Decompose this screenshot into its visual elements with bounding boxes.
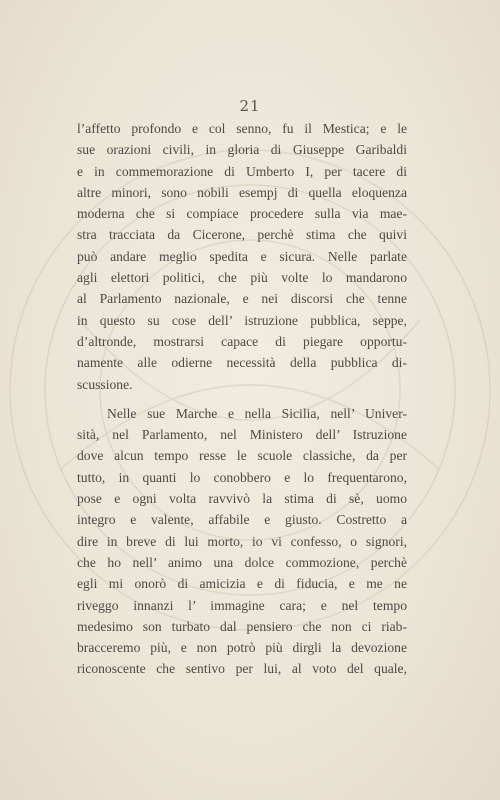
text-line: riveggo innanzi l’ immagine cara; e nel tempo	[77, 597, 407, 613]
text-line: riconoscente che sentivo per lui, al voto del quale,	[77, 661, 407, 677]
text-line: integro e valente, affabile e giusto. Costretto a	[77, 512, 407, 528]
text-line: moderna che si compiace procedere sulla via mae-	[77, 206, 407, 222]
text-line: in questo su cose dell’ istruzione pubblica, seppe,	[77, 312, 407, 328]
text-line: pose e ogni volta ravvivò la stima di sè, uomo	[77, 491, 407, 507]
paragraph-gap	[77, 395, 407, 403]
paragraph-2	[77, 403, 407, 680]
text-line: sità, nel Parlamento, nel Ministero dell’ Istruzione	[77, 427, 407, 443]
text-line: Nelle sue Marche e nella Sicilia, nell’ Univer-	[107, 405, 407, 421]
text-line: al Parlamento nazionale, e nei discorsi che tenne	[77, 291, 407, 307]
text-line: che ho nell’ animo una dolce commozione, perchè	[77, 554, 407, 570]
text-line: può andare meglio spedita e sicura. Nelle parlate	[77, 248, 407, 264]
text-line: l’affetto profondo e col senno, fu il Mestica; e le	[77, 121, 407, 136]
body-text	[77, 118, 407, 680]
text-line: tutto, in quanti lo conobbero e lo frequentarono,	[77, 469, 407, 485]
text-line: e in commemorazione di Umberto I, per tacere di	[77, 163, 407, 179]
page-number: 21	[239, 97, 261, 115]
text-line: scussione.	[77, 376, 133, 392]
text-line: altre minori, sono nobili esempj di quella eloquenza	[77, 184, 407, 200]
text-line: sue orazioni civili, in gloria di Giuseppe Garibaldi	[77, 142, 407, 158]
text-line: d’altronde, mostrarsi capace di piegare opportu-	[77, 333, 407, 349]
text-line: dove alcun tempo resse le scuole classiche, da per	[77, 448, 407, 464]
text-line: dire in breve di lui morto, io vi confesso, o signori,	[77, 533, 407, 549]
text-line: stra tracciata da Cicerone, perchè stima che quivi	[77, 227, 407, 243]
paragraph-1	[77, 118, 407, 395]
text-line: egli mi onorò di amicizia e di fiducia, e me ne	[77, 576, 407, 592]
text-line: namente alle odierne necessità della pubblica di-	[77, 355, 407, 371]
text-line: medesimo son turbato dal pensiero che non ci riab-	[77, 618, 407, 634]
text-line: agli elettori politici, che più volte lo mandarono	[77, 270, 407, 286]
text-line: bracceremo più, e non potrò più dirgli la devozione	[77, 640, 407, 656]
